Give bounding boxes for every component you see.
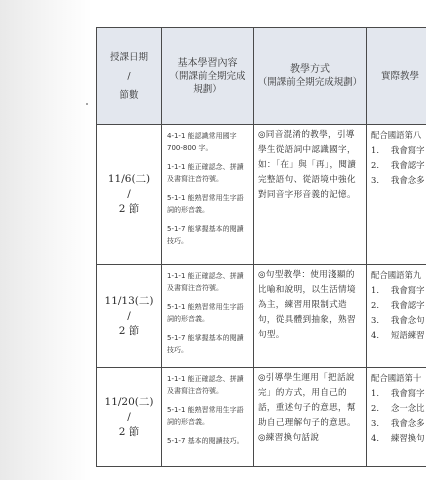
session-date-cell (97, 265, 162, 368)
header-method-title: 教學方式 (290, 64, 330, 75)
header-periods-label: 節數 (119, 89, 139, 101)
header-content-title: 基本學習內容 (177, 57, 238, 69)
session-periods: 2 節 (118, 425, 140, 438)
date-slash: / (127, 309, 131, 322)
header-date-label: 授課日期 (109, 51, 148, 63)
learning-content-cell (162, 265, 254, 368)
actual-item-number: 3. (371, 175, 379, 185)
scan-speck (86, 103, 88, 105)
session-date-cell (97, 125, 162, 265)
actual-item-text: 我會認字 (391, 300, 425, 310)
actual-item-number: 2. (371, 403, 379, 413)
content-item: 5-1-1 能熟習常用生字語詞的形音義。 (167, 194, 244, 214)
actual-item (371, 173, 426, 188)
learning-content-cell (162, 368, 254, 467)
actual-item-text: 我會念多 (391, 418, 425, 428)
actual-item-number: 3. (371, 418, 379, 428)
actual-item (371, 386, 426, 401)
date-slash: / (127, 188, 131, 200)
actual-item-text: 我會念多 (391, 175, 425, 185)
header-actual-title: 實際教學 (381, 70, 420, 82)
actual-item-number: 3. (371, 315, 379, 325)
header-method-note: （開課前全期完成規劃） (257, 77, 363, 88)
content-item: 5-1-1 能熟習常用生字語詞的形音義。 (167, 303, 244, 323)
content-item: 5-1-7 能掌握基本的閱讀技巧。 (167, 334, 244, 354)
teaching-method-cell (254, 265, 367, 368)
table-header-row (97, 28, 426, 125)
actual-item-text: 我會寫字 (391, 145, 425, 155)
header-slash: / (127, 70, 131, 82)
header-date-periods (97, 28, 162, 125)
header-content-note-1: （開課前全期完成 (169, 70, 246, 82)
actual-item (371, 313, 426, 328)
header-basic-content (162, 28, 254, 125)
actual-item-text: 我會念句 (391, 315, 425, 325)
actual-item-number: 2. (371, 160, 379, 170)
actual-item-number: 1. (371, 388, 379, 398)
actual-title: 配合國語第十 (371, 373, 422, 383)
actual-item (371, 328, 426, 343)
content-item: 5-1-1 能熟習常用生字語詞的形音義。 (167, 406, 244, 426)
content-item: 1-1-1 能正確認念、拼讀及書寫注音符號。 (167, 272, 244, 292)
actual-teaching-cell (367, 265, 426, 368)
content-item: 1-1-1 能正確認念、拼讀及書寫注音符號。 (167, 163, 244, 183)
header-teaching-method (254, 28, 367, 125)
actual-item-text: 短語練習 (391, 330, 425, 340)
session-periods: 2 節 (118, 324, 140, 337)
lesson-plan-table (96, 27, 426, 467)
teaching-method-text: ◎句型教學：使用淺顯的比喻和說明，以生活情境為主，練習用限制式造句，從具體到抽象，熟習句型。 (258, 270, 356, 340)
actual-item (371, 401, 426, 416)
actual-item-text: 我會認字 (391, 160, 425, 170)
actual-title: 配合國語第八 (371, 130, 422, 140)
teaching-method-text: ◎同音混淆的教學，引導學生從語詞中認識國字，如：「在」與「再」，閱讀完整語句、從語境中強化對同音字形音義的記憶。 (258, 130, 357, 200)
content-item: 5-1-7 基本的閱讀技巧。 (167, 437, 244, 445)
actual-item-number: 4. (371, 433, 379, 443)
session-date: 11/13(二) (104, 294, 154, 307)
actual-item-text: 我會寫字 (391, 388, 425, 398)
actual-item (371, 416, 426, 431)
actual-title: 配合國語第九 (371, 270, 422, 280)
session-periods: 2 節 (118, 203, 140, 215)
actual-item-text: 我會寫字 (391, 285, 425, 295)
teaching-method-text: ◎引導學生運用「把話說完」的方式，用自己的話，重述句子的意思，幫助自己理解句子的意思。◎練習換句話說 (258, 373, 356, 443)
header-actual-teaching (367, 28, 426, 125)
learning-content-cell (162, 125, 254, 265)
actual-teaching-cell (367, 125, 426, 265)
actual-item-text: 練習換句 (391, 433, 425, 443)
content-item: 5-1-7 能掌握基本的閱讀技巧。 (167, 225, 244, 245)
actual-item (371, 283, 426, 298)
actual-item-number: 4. (371, 330, 379, 340)
teaching-method-cell (254, 368, 367, 467)
content-item: 1-1-1 能正確認念、拼讀及書寫注音符號。 (167, 375, 244, 395)
actual-item-number: 1. (371, 285, 379, 295)
actual-item-text: 念一念比 (391, 403, 425, 413)
actual-item-number: 2. (371, 300, 379, 310)
table-row (97, 265, 426, 368)
actual-item (371, 431, 426, 446)
session-date-cell (97, 368, 162, 467)
actual-teaching-cell (367, 368, 426, 467)
table-row (97, 125, 426, 265)
date-slash: / (127, 410, 131, 423)
session-date: 11/20(二) (104, 395, 154, 408)
teaching-method-cell (254, 125, 367, 265)
actual-item-number: 1. (371, 145, 379, 155)
actual-item (371, 298, 426, 313)
actual-item (371, 143, 426, 158)
session-date: 11/6(二) (107, 173, 151, 185)
content-item: 4-1-1 能認識常用國字 700-800 字。 (167, 132, 237, 152)
header-content-note-2: 規劃） (193, 83, 222, 95)
scan-margin-shadow (0, 0, 92, 480)
actual-item (371, 158, 426, 173)
table-row (97, 368, 426, 467)
